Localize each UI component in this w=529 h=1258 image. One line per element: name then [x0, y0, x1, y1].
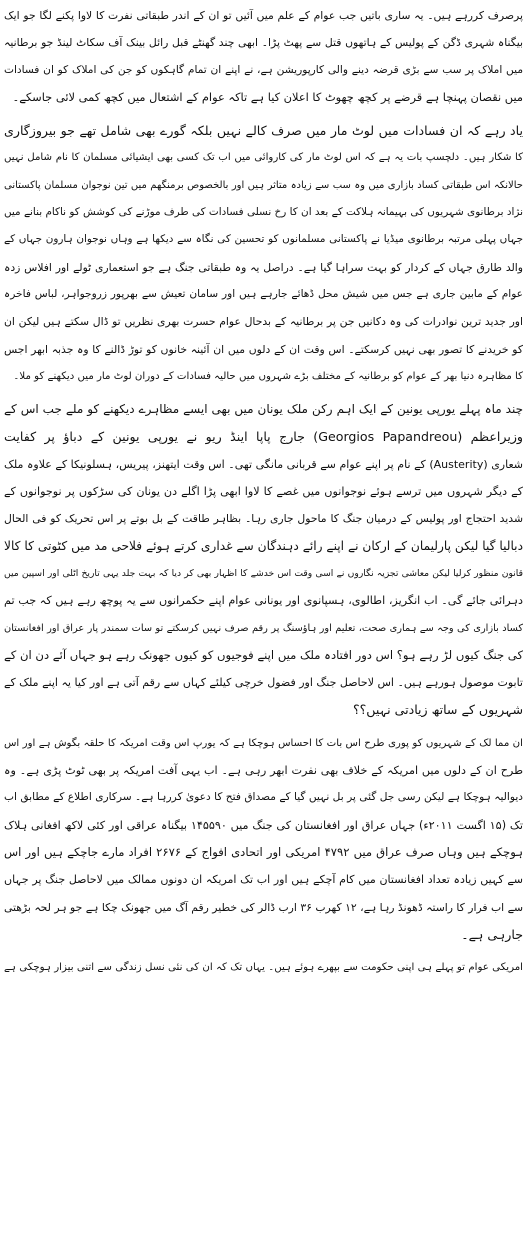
text-line: جہاں پہلی مرتبہ برطانوی میڈیا نے پاکستانی مسلمانوں کو تحسین کی نگاہ سے دیکھا ہے وہاں نوجوان ہارون جہاں کے	[4, 233, 523, 246]
text-line: سے کہیں زیادہ تعداد افغانستان میں کام آچکے ہیں اور اب تک امریکہ ان دونوں ممالک میں لاحاصل جنگ پر جہاں	[4, 873, 523, 887]
text-line: شعاری (Austerity) کے نام پر اپنے عوام سے قربانی مانگی تھی۔ اس وقت ایتھنز، پیریس، ہسلونیکا کے علاوہ ملک	[4, 457, 523, 471]
text-line: اور جدید ترین نوادرات کی وہ دکانیں جن پر برطانیہ کے بدحال عوام حسرت بھری نظریں تو ڈال سکتے ہیں لیکن ان	[4, 315, 523, 329]
text-line: کساد بازاری کی وجہ سے ہماری صحت، تعلیم اور ہاؤسنگ پر رقم صرف نہیں کرسکتے تو سات سمندر پار عراق اور افغانستان	[4, 622, 523, 634]
text-line: دیوالیہ ہوچکا ہے لیکن رسی جل گئی پر بل نہیں گیا کے مصداق فتح کا دعویٰ کررہا ہے۔ سرکاری اطلاع کے مطابق اب	[4, 791, 523, 804]
text-line: امریکی عوام تو پہلے ہی اپنی حکومت سے بپھرے ہوئے ہیں۔ یہاں تک کہ ان کی نئی نسل زندگی سے اتنی بیزار ہوچکی ہے	[4, 962, 523, 974]
text-line: نژاد برطانوی شہریوں کی بہیمانہ ہلاکت کے بعد ان کا رخ نسلی فسادات کی طرف موڑنے کی کوشش کو ناکام بنانے میں	[4, 206, 523, 219]
text-line: عوام کے مابین جاری ہے جس میں شیش محل ڈھائے جارہے ہیں اور سامان تعیش سے بھرپور زروجواہر، لباس فاخرہ	[4, 287, 523, 300]
text-line: تابوت موصول ہورہے ہیں۔ اس لاحاصل جنگ اور فضول خرچی کیلئے کہاں سے رقم آتی ہے اور کیا یہ اپنے ملک کے	[4, 676, 523, 690]
text-line: کا مظاہرہ دنیا بھر کے عوام کو برطانیہ کے مختلف بڑے شہروں میں حالیہ فسادات کے دوران لوٹ مار میں دیکھنے کو ملا۔	[13, 370, 523, 382]
paragraph-3	[4, 396, 523, 724]
text-line: شدید احتجاج اور پولیس کے درمیان جنگ کا ماحول جاری رہا۔ بظاہر طاقت کے بل بوتے پر اس تحریک کو فی الحال	[4, 512, 523, 526]
text-line: میں نقصان پہنچا ہے قرضے پر کچھ چھوٹ کا اعلان کیا ہے تاکہ عوام کے اشتعال میں کچھ کمی لائی جاسکے۔	[12, 89, 523, 104]
text-line: کو خریدنے کا تصور بھی نہیں کرسکتے۔ اس وقت ان کے دلوں میں ان آئینہ خانوں کو توڑ ڈالنے کا وہ جذبہ ابھر اجس	[4, 342, 523, 356]
text-line: جارہی ہے۔	[461, 926, 523, 942]
text-line: بیگناہ شہری ڈگن کے پولیس کے ہاتھوں قتل سے پھٹ پڑا۔ ابھی چند گھنٹے قبل رائل بینک آف سکاٹ لینڈ جو برطانیہ	[4, 36, 523, 50]
text-line: میں املاک پر سب سے بڑی قرضہ دینے والی کارپوریشن ہے، نے اپنے ان تمام گاہکوں کو جن کی املاک کو ان فسادات	[4, 63, 523, 76]
paragraph-2	[4, 117, 523, 390]
text-line: دہرائی جائے گی۔ اب انگریز، اطالوی، ہسپانوی اور یونانی عوام اپنے حکمرانوں سے یہ پوچھ رہے ہیں کہ جب تم	[4, 594, 523, 608]
text-line: چند ماہ پہلے یورپی یونین کے ایک اہم رکن ملک یونان میں بھی ایسے مظاہرے دیکھنے کو ملے جب اس کے	[4, 402, 523, 417]
text-line: دبالیا گیا لیکن پارلیمان کے ارکان نے اپنے رائے دہندگان سے غداری کرتے ہوئے فلاحی مد میں کٹوتی کا کالا	[4, 538, 523, 553]
text-line: ان مما لک کے شہریوں کو پوری طرح اس بات کا احساس ہوچکا ہے کہ یورپ اس وقت امریکہ کا حلقہ بگوش ہے اور اس	[4, 737, 523, 749]
text-line: والد طارق جہاں کے کردار کو بہت سراہا گیا ہے۔ دراصل یہ وہ طبقاتی جنگ ہے جو استعماری ٹولے اور افلاس زدہ	[4, 260, 523, 274]
text-line: پرصرف کررہے ہیں۔ یہ ساری باتیں جب عوام کے علم میں آئیں تو ان کے اندر طبقاتی نفرت کا لاوا پکنے لگا جو ایک	[4, 9, 523, 22]
paragraph-4	[4, 730, 523, 948]
text-line: ہوچکے ہیں وہاں صرف عراق میں ۴۷۹۲ امریکی اور اتحادی افواج کے ۲۶۷۶ افراد مارے جاچکے ہیں اور اس	[4, 844, 523, 859]
text-line: یاد رہے کہ ان فسادات میں لوٹ مار میں صرف کالے نہیں بلکہ گورے بھی شامل تھے جو بیروزگاری	[4, 123, 523, 139]
text-line: طرح ان کے دلوں میں امریکہ کے خلاف بھی نفرت ابھر رہی ہے۔ اب یہی آفت امریکہ پر بھی ٹوٹ پڑی ہے۔ وہ	[4, 764, 523, 778]
text-line: قانون منظور کرلیا لیکن معاشی تجزیہ نگاروں نے اسی وقت اس خدشے کا اظہار بھی کر دیا کہ بہت جلد یہی تاریخ اٹلی اور اسپین میں	[4, 567, 523, 579]
text-line: شہریوں کے ساتھ زیادتی نہیں؟؟	[352, 702, 523, 718]
text-line: کی جنگ کیوں لڑ رہے ہو؟ اس دور افتادہ ملک میں اپنے فوجیوں کو کیوں جھونک رہے ہو جہاں آئے دن ان کے	[4, 647, 523, 662]
text-line: کے دیگر شہروں میں ترسے ہوئے نوجوانوں میں غصے کا لاوا ابھی پڑا اگلے دن یونان کی سڑکوں پر نوجوانوں کے	[4, 485, 523, 499]
text-line: وزیراعظم (Georgios Papandreou) جارج پاپا اینڈ ریو نے یورپی یونین کے دباؤ پر کفایت	[4, 429, 523, 445]
text-line: تک (۱۵ اگست ۲۰۱۱ء) جہاں عراق اور افغانستان کی جنگ میں ۱۴۵۵۹۰ بیگناہ عراقی اور کئی لاکھ افغانی ہلاک	[4, 818, 523, 832]
text-line: حالانکہ اس طبقاتی کساد بازاری میں وہ سب سے زیادہ متاثر ہیں اور بالخصوص برمنگھم میں تین نوجوان مسلمان پاکستانی	[4, 179, 523, 191]
paragraph-1	[4, 2, 523, 111]
text-line: سے اب فرار کا راستہ ڈھونڈ رہا ہے، ۱۲ کھرب ۳۶ ارب ڈالر کی خطیر رقم آگ میں جھونک چکا ہے جو ہر لحہ بڑھتی	[4, 900, 523, 914]
text-line: کا شکار ہیں۔ دلچسپ بات یہ ہے کہ اس لوٹ مار کی کاروائی میں اب تک کسی بھی ایشیائی مسلمان کا نام شامل نہیں	[4, 152, 523, 164]
paragraph-5	[4, 954, 523, 981]
